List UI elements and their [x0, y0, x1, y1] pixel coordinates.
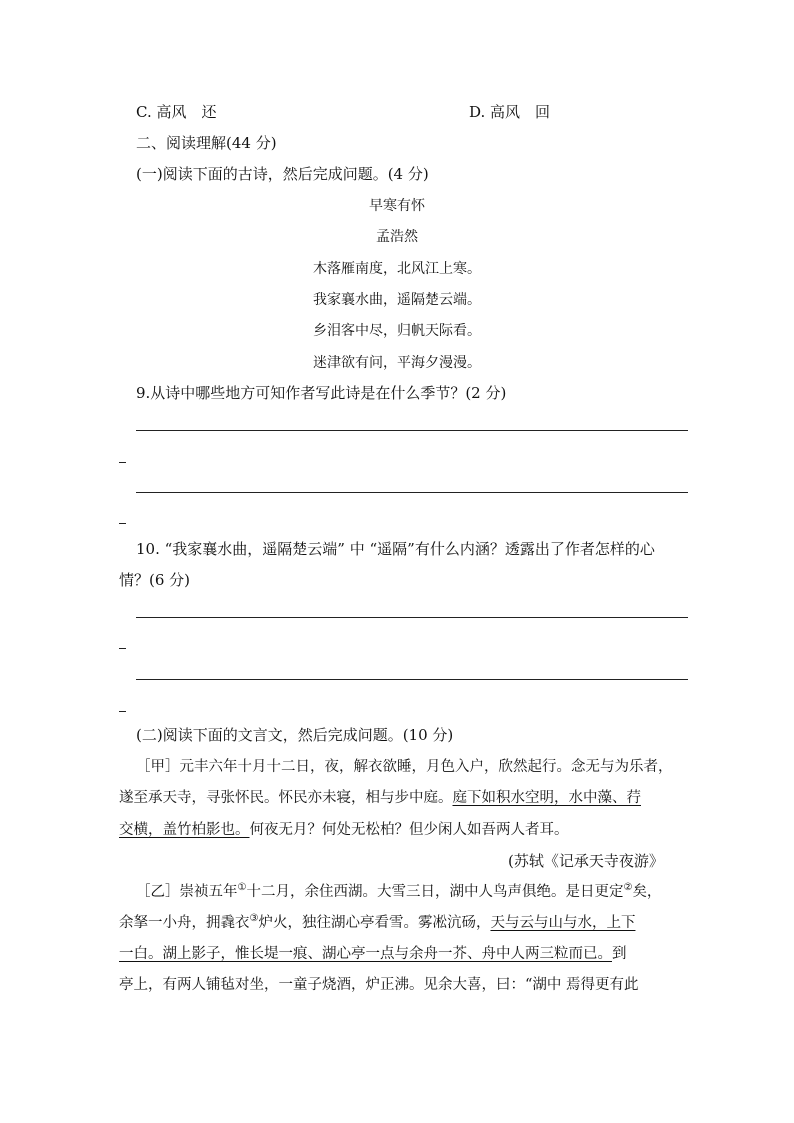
passage-text: 十二月，余住西湖。大雪三日，湖中人鸟声俱绝。是日更定: [246, 884, 624, 900]
answer-line-marker: [119, 462, 126, 463]
passage-jia-line: ［甲］元丰六年十月十二日，夜，解衣欲睡，月色入户，欣然起行。念无与为乐者，: [136, 759, 673, 775]
answer-line-marker: [119, 711, 126, 712]
footnote-ref: ②: [623, 882, 633, 894]
passage-text: 遂至承天寺，寻张怀民。怀民亦未寝，相与步中庭。: [119, 790, 453, 806]
passage-yi-line: [119, 944, 627, 964]
answer-line[interactable]: [136, 617, 688, 618]
underlined-text: 一白。湖上影子，惟长堤一痕、湖心亭一点与余舟一芥、舟中人两三粒而已。: [119, 946, 612, 962]
underlined-text: 庭下如积水空明，水中藻、荇: [452, 790, 641, 806]
passage-text: 到: [612, 946, 627, 962]
poem-line: 木落雁南度，北风江上寒。: [313, 261, 481, 277]
poem-title: 早寒有怀: [369, 198, 425, 214]
passage-text: 矣，: [632, 884, 662, 900]
footnote-ref: ①: [237, 882, 247, 894]
question-10: 10. “我家襄水曲，遥隔楚云端” 中 “遥隔”有什么内涵？透露出了作者怎样的心: [136, 540, 655, 558]
footnote-ref: ③: [249, 913, 259, 925]
answer-line-marker: [119, 648, 126, 649]
question-9: 9.从诗中哪些地方可知作者写此诗是在什么季节？(2 分): [136, 384, 507, 402]
underlined-text: 交横，盖竹柏影也。: [119, 822, 250, 838]
passage-yi-line: [136, 882, 661, 902]
passage-text: ［乙］崇祯五年: [136, 884, 238, 900]
part1-intro: (一)阅读下面的古诗，然后完成问题。(4 分): [136, 165, 429, 183]
question-10-cont: 情？(6 分): [119, 571, 191, 589]
passage-jia-line: [119, 820, 569, 840]
section-heading: 二、阅读理解(44 分): [136, 134, 277, 152]
underlined-text: 天与云与山与水，上下: [490, 915, 636, 931]
poem-line: 乡泪客中尽，归帆天际看。: [313, 323, 481, 339]
poem-line: 我家襄水曲，遥隔楚云端。: [313, 292, 481, 308]
answer-line[interactable]: [136, 492, 688, 493]
answer-line[interactable]: [136, 430, 688, 431]
passage-yi-line: 亭上，有两人铺毡对坐，一童子烧酒，炉正沸。见余大喜，曰：“湖中 焉得更有此: [119, 977, 639, 993]
passage-text: 炉火，独往湖心亭看雪。雾凇沆砀，: [258, 915, 491, 931]
passage-jia-line: [119, 788, 641, 808]
passage-text: 余拏一小舟，拥毳衣: [119, 915, 250, 931]
answer-line-marker: [119, 523, 126, 524]
option-c: C. 高风 还: [136, 103, 217, 121]
poem-author: 孟浩然: [376, 229, 418, 245]
passage-yi-line: [119, 913, 635, 933]
passage-text: 何夜无月？何处无松柏？但少闲人如吾两人者耳。: [249, 822, 569, 838]
part2-intro: (二)阅读下面的文言文，然后完成问题。(10 分): [136, 726, 454, 744]
poem-line: 迷津欲有问，平海夕漫漫。: [313, 355, 481, 371]
option-d: D. 高风 回: [469, 103, 551, 121]
passage-jia-source: (苏轼《记承天寺夜游》: [508, 852, 664, 870]
answer-line[interactable]: [136, 679, 688, 680]
